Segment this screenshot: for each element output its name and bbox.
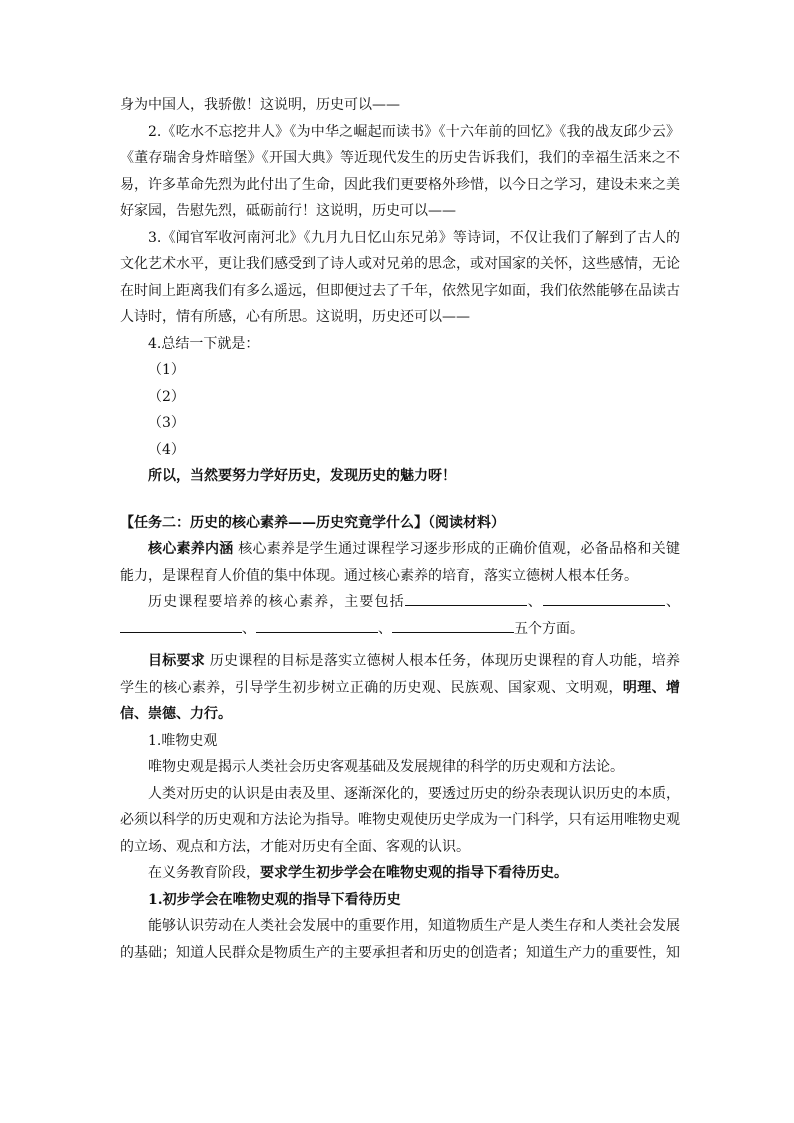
- summary-item-1: （1）: [148, 362, 185, 378]
- core-definition: [120, 536, 680, 589]
- goal-text: 历史课程的目标是落实立德树人根本任务，体现历史课程的育人功能，培养学生的核心素养，引导学生初步树立正确的历史观、民族观、国家观、文明观，: [120, 653, 681, 696]
- section-title-2: 1.初步学会在唯物史观的指导下看待历史: [148, 891, 401, 908]
- section-title-1: 1.唯物史观: [148, 732, 218, 749]
- section-2-para-1: 能够认识劳动在人类社会发展中的重要作用，知道物质生产是人类生存和人类社会发展的基础；知道人民群众是物质生产的主要承担者和历史的创造者；知道生产力的重要性，知: [120, 918, 680, 961]
- separator: 、: [242, 620, 256, 637]
- task2-heading: 【任务二：历史的核心素养——历史究竟学什么】（阅读材料）: [120, 514, 505, 531]
- paragraph-3: 3.《闻官军收河南河北》《九月九日忆山东兄弟》等诗词，不仅让我们了解到了古人的文化艺术水平，更让我们感受到了诗人或对兄弟的思念，或对国家的关怀，这些感情，无论在时间上距离我们有多么遥远，但即便过去了千年，依然见字如面，我们依然能够在品读古人诗时，情有所感，心有所思。这说明，历史还可以——: [120, 229, 680, 325]
- para-3-bold: 要求学生初步学会在唯物史观的指导下看待历史。: [260, 865, 568, 881]
- summary-item-4: （4）: [148, 441, 185, 458]
- conclusion: 所以，当然要努力学好历史，发现历史的魅力呀！: [148, 468, 456, 484]
- section-1-para-2: 人类对历史的认识是由表及里、逐渐深化的，要透过历史的纷杂表现认识历史的本质，必须以科学的历史观和方法论为指导。唯物史观使历史学成为一门科学，只有运用唯物史观的立场、观点和方法，才能对历史有全面、客观的认识。: [120, 785, 680, 855]
- paragraph-1: 身为中国人，我骄傲！这说明，历史可以——: [120, 97, 400, 113]
- fill-suffix: 五个方面。: [514, 620, 584, 637]
- summary-item-2: （2）: [148, 388, 185, 405]
- section-1-para-1: 唯物史观是揭示人类社会历史客观基础及发展规律的科学的历史观和方法论。: [148, 759, 624, 775]
- fill-prefix: 历史课程要培养的核心素养，主要包括: [148, 594, 405, 610]
- section-gap: [120, 490, 680, 510]
- summary-prompt: 4.总结一下就是：: [148, 335, 260, 352]
- core-text: 核心素养是学生通过课程学习逐步形成的正确价值观，必备品格和关键能力，是课程育人价值的集中体现。通过核心素养的培育，落实立德树人根本任务。: [120, 541, 681, 584]
- summary-item-3: （3）: [148, 415, 185, 431]
- blank-5[interactable]: [392, 616, 514, 633]
- blank-2[interactable]: [543, 589, 665, 606]
- goal-paragraph: [120, 648, 680, 728]
- paragraph-2: 2.《吃水不忘挖井人》《为中华之崛起而读书》《十六年前的回忆》《我的战友邱少云》《董存瑞舍身炸暗堡》《开国大典》等近现代发生的历史告诉我们，我们的幸福生活来之不易，许多革命先烈为此付出了生命，因此我们更要格外珍惜，以今日之学习，建设未来之美好家园，告慰先烈，砥砺前行！这说明，历史可以——: [120, 123, 680, 219]
- separator: 、: [664, 594, 681, 610]
- blank-1[interactable]: [405, 589, 527, 606]
- separator: 、: [526, 594, 543, 610]
- goal-label: 目标要求: [148, 653, 206, 669]
- goal-bold: 明理、增信、崇德、力行。: [120, 679, 681, 722]
- para-3-text: 在义务教育阶段，: [148, 865, 260, 881]
- separator: 、: [378, 620, 392, 637]
- blank-3[interactable]: [120, 616, 242, 633]
- document-body: [120, 92, 680, 966]
- blank-4[interactable]: [256, 616, 378, 633]
- core-label: 核心素养内涵: [148, 541, 234, 557]
- section-1-para-3: [120, 860, 680, 887]
- core-fill-in: [120, 589, 680, 642]
